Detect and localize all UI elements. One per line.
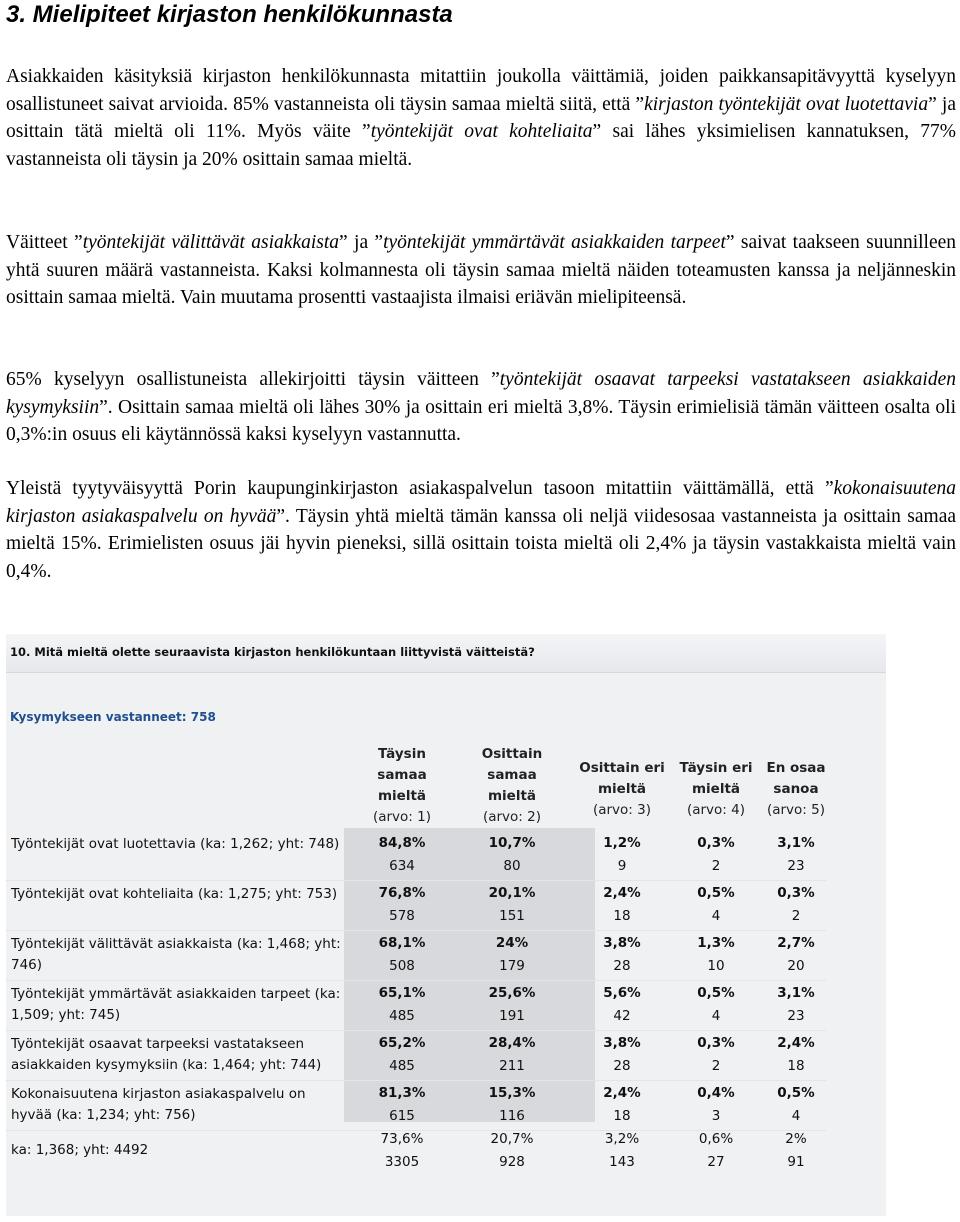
cell-percentage: 10,7% xyxy=(488,835,536,851)
cell-count: 9 xyxy=(617,858,627,874)
text-run: ”. Täysin yhtä mieltä tämän kanssa oli neljä viidesosaa vastanneista ja osittain samaa mieltä 15%. Erimielisten osuus jäi hyvin pieneksi, sillä osittain toista mieltä oli 2,4% ja täysin vastakkaista mieltä vain 0,4%. xyxy=(6,505,957,582)
cell-count: 578 xyxy=(389,908,415,924)
cell-percentage: 24% xyxy=(495,935,529,951)
cell-percentage: 84,8% xyxy=(378,835,426,851)
table-cell xyxy=(457,882,567,928)
column-header xyxy=(457,744,567,828)
table-row-label: Työntekijät ymmärtävät asiakkaiden tarpeet (ka: 1,509; yht: 745) xyxy=(11,986,341,1023)
cell-count: 91 xyxy=(787,1154,805,1170)
column-header-label: Osittain xyxy=(481,746,543,762)
cell-percentage: 3,1% xyxy=(777,985,815,1001)
cell-percentage: 0,4% xyxy=(697,1085,735,1101)
table-cell xyxy=(741,882,851,928)
table-cell xyxy=(347,832,457,878)
cell-percentage: 20,7% xyxy=(490,1131,534,1147)
table-cell xyxy=(347,1128,457,1174)
table-cell xyxy=(741,1128,851,1174)
italic-quote: työntekijät välittävät asiakkaista xyxy=(82,232,340,253)
total-row-label: ka: 1,368; yht: 4492 xyxy=(11,1142,149,1158)
column-header-label: Osittain eri xyxy=(579,759,665,776)
cell-count: 191 xyxy=(499,1008,525,1024)
cell-count: 485 xyxy=(389,1058,415,1074)
cell-count: 143 xyxy=(609,1154,635,1170)
row-divider xyxy=(6,930,826,931)
question-header-bar xyxy=(6,634,886,673)
column-header xyxy=(347,744,457,828)
column-header-label: samaa xyxy=(377,767,427,783)
column-header-label: mieltä xyxy=(597,780,647,797)
table-cell xyxy=(457,832,567,878)
cell-count: 23 xyxy=(787,1008,805,1024)
cell-percentage: 0,6% xyxy=(698,1131,734,1147)
column-header-label: En osaa xyxy=(766,759,826,776)
cell-count: 615 xyxy=(389,1108,415,1124)
cell-percentage: 3,2% xyxy=(604,1131,640,1147)
column-header-value: (arvo: 2) xyxy=(482,809,542,825)
cell-percentage: 3,8% xyxy=(603,935,641,951)
section-heading: 3. Mielipiteet kirjaston henkilökunnasta xyxy=(6,1,453,28)
cell-percentage: 0,3% xyxy=(697,1035,735,1051)
cell-count: 3305 xyxy=(384,1154,420,1170)
cell-count: 928 xyxy=(499,1154,525,1170)
cell-percentage: 81,3% xyxy=(378,1085,426,1101)
cell-percentage: 2,4% xyxy=(603,885,641,901)
table-row-label: Työntekijät osaavat tarpeeksi vastatakseen asiakkaiden kysymyksiin (ka: 1,464; yht: 744) xyxy=(11,1036,322,1073)
cell-count: 28 xyxy=(613,958,631,974)
cell-percentage: 5,6% xyxy=(603,985,641,1001)
column-header-label: mieltä xyxy=(691,780,741,797)
table-cell xyxy=(457,1128,567,1174)
table-row-label: Työntekijät ovat kohteliaita (ka: 1,275; yht: 753) xyxy=(11,886,338,902)
table-cell xyxy=(347,1082,457,1128)
cell-count: 485 xyxy=(389,1008,415,1024)
table-row-label: Työntekijät välittävät asiakkaista (ka: 1,468; yht: 746) xyxy=(11,936,341,973)
text-run: Väitteet ” xyxy=(6,232,83,253)
cell-count: 20 xyxy=(787,958,805,974)
cell-percentage: 1,2% xyxy=(603,835,641,851)
cell-count: 18 xyxy=(787,1058,805,1074)
cell-percentage: 3,8% xyxy=(603,1035,641,1051)
italic-quote: työntekijät osaavat tarpeeksi vastatakseen asiakkaiden kysymyksiin xyxy=(6,369,956,418)
cell-percentage: 2,7% xyxy=(777,935,815,951)
column-header-label: samaa xyxy=(487,767,537,783)
cell-percentage: 3,1% xyxy=(777,835,815,851)
cell-percentage: 0,5% xyxy=(697,885,735,901)
table-cell xyxy=(741,1032,851,1078)
cell-count: 508 xyxy=(389,958,415,974)
paragraph-overall-satisfaction xyxy=(6,475,956,585)
table-cell xyxy=(347,982,457,1028)
cell-count: 18 xyxy=(613,1108,631,1124)
cell-percentage: 68,1% xyxy=(378,935,426,951)
column-header-label: Täysin eri xyxy=(679,759,753,776)
italic-quote: kirjaston työntekijät ovat luotettavia xyxy=(644,93,929,115)
cell-percentage: 65,1% xyxy=(378,985,426,1001)
cell-count: 4 xyxy=(791,1108,801,1124)
paragraph-staff-care xyxy=(6,229,956,312)
question-title: 10. Mitä mieltä olette seuraavista kirjaston henkilökuntaan liittyvistä väitteistä? xyxy=(10,645,535,659)
cell-percentage: 15,3% xyxy=(488,1085,536,1101)
row-divider xyxy=(6,1030,826,1031)
column-header-label: Täysin xyxy=(378,746,426,762)
cell-percentage: 0,3% xyxy=(777,885,815,901)
column-header-value: (arvo: 3) xyxy=(592,801,652,818)
text-run: Yleistä tyytyväisyyttä Porin kaupunginkirjaston asiakaspalvelun tasoon mitattiin väittämällä, että ” xyxy=(6,478,834,499)
table-cell xyxy=(741,982,851,1028)
column-header-label: mieltä xyxy=(487,788,537,804)
italic-quote: työntekijät ymmärtävät asiakkaiden tarpeet xyxy=(383,232,726,253)
column-header-value: (arvo: 1) xyxy=(372,809,432,825)
cell-count: 2 xyxy=(791,908,801,924)
cell-percentage: 76,8% xyxy=(378,885,426,901)
cell-count: 4 xyxy=(711,1008,721,1024)
cell-percentage: 25,6% xyxy=(488,985,536,1001)
italic-quote: kokonaisuutena kirjaston asiakaspalvelu on hyvää xyxy=(6,478,956,527)
column-header xyxy=(741,758,851,821)
table-cell xyxy=(741,932,851,978)
cell-count: 3 xyxy=(711,1108,721,1124)
table-cell xyxy=(347,1032,457,1078)
cell-count: 23 xyxy=(787,858,805,874)
respondent-count: Kysymykseen vastanneet: 758 xyxy=(10,710,216,724)
cell-count: 151 xyxy=(499,908,525,924)
text-run: Asiakkaiden käsityksiä kirjaston henkilökunnasta mitattiin joukolla väittämiä, joiden paikkansapitävyyttä kyselyyn osallistuneet saivat arvioida. 85% vastanneista oli täysin samaa mieltä siitä, että ” xyxy=(6,66,956,115)
table-cell xyxy=(457,932,567,978)
text-run: ” ja ” xyxy=(339,232,384,253)
cell-percentage: 2% xyxy=(785,1131,807,1147)
column-header-value: (arvo: 4) xyxy=(686,801,746,818)
italic-quote: työntekijät ovat kohteliaita xyxy=(370,121,593,142)
cell-count: 80 xyxy=(503,858,521,874)
table-cell xyxy=(457,1082,567,1128)
cell-count: 634 xyxy=(389,858,415,874)
table-cell xyxy=(347,932,457,978)
cell-percentage: 0,3% xyxy=(697,835,735,851)
text-run: ” sai lähes yksimielisen kannatuksen, 77% vastanneista oli täysin ja 20% osittain samaa mieltä. xyxy=(6,121,956,170)
cell-count: 42 xyxy=(613,1008,631,1024)
table-cell xyxy=(457,1032,567,1078)
cell-percentage: 20,1% xyxy=(488,885,536,901)
cell-percentage: 73,6% xyxy=(380,1131,424,1147)
cell-percentage: 65,2% xyxy=(378,1035,426,1051)
paragraph-staff-competence xyxy=(6,366,956,449)
text-run: 65% kyselyyn osallistuneista allekirjoitti täysin väitteen ” xyxy=(6,369,500,390)
column-header-label: sanoa xyxy=(773,780,819,797)
table-row-label: Työntekijät ovat luotettavia (ka: 1,262; yht: 748) xyxy=(11,836,340,852)
cell-count: 27 xyxy=(707,1154,725,1170)
column-header-value: (arvo: 5) xyxy=(766,801,826,818)
cell-percentage: 0,5% xyxy=(777,1085,815,1101)
cell-percentage: 1,3% xyxy=(697,935,735,951)
text-run: ”. Osittain samaa mieltä oli lähes 30% ja osittain eri mieltä 3,8%. Täysin erimielisiä tämän väitteen osalta oli 0,3%:in osuus eli käytännössä kaksi kyselyyn vastannutta. xyxy=(6,396,956,445)
text-run: ” ja osittain tätä mieltä oli 11%. Myös väite ” xyxy=(6,93,956,142)
cell-percentage: 2,4% xyxy=(777,1035,815,1051)
row-divider xyxy=(6,980,826,981)
table-cell xyxy=(741,1082,851,1128)
table-cell xyxy=(741,832,851,878)
cell-count: 211 xyxy=(499,1058,525,1074)
survey-results-panel xyxy=(6,634,886,1216)
cell-percentage: 2,4% xyxy=(603,1085,641,1101)
row-divider xyxy=(6,880,826,881)
table-row-label: Kokonaisuutena kirjaston asiakaspalvelu on hyvää (ka: 1,234; yht: 756) xyxy=(11,1086,306,1123)
cell-count: 2 xyxy=(711,1058,721,1074)
cell-count: 4 xyxy=(711,908,721,924)
cell-count: 116 xyxy=(499,1108,525,1124)
cell-count: 28 xyxy=(613,1058,631,1074)
cell-count: 2 xyxy=(711,858,721,874)
column-header-label: mieltä xyxy=(377,788,427,804)
cell-count: 18 xyxy=(613,908,631,924)
table-cell xyxy=(457,982,567,1028)
cell-percentage: 0,5% xyxy=(697,985,735,1001)
cell-percentage: 28,4% xyxy=(488,1035,536,1051)
text-run: ” saivat taakseen suunnilleen yhtä suuren määrä vastanneista. Kaksi kolmannesta oli täysin samaa mieltä näiden toteamusten kanssa ja neljänneskin osittain samaa mieltä. Vain muutama prosentti vastaajista ilmaisi eriävän mielipiteensä. xyxy=(6,232,957,308)
table-cell xyxy=(347,882,457,928)
cell-count: 179 xyxy=(499,958,525,974)
row-divider xyxy=(6,1080,826,1081)
cell-count: 10 xyxy=(707,958,725,974)
paragraph-staff-trust xyxy=(6,63,956,173)
